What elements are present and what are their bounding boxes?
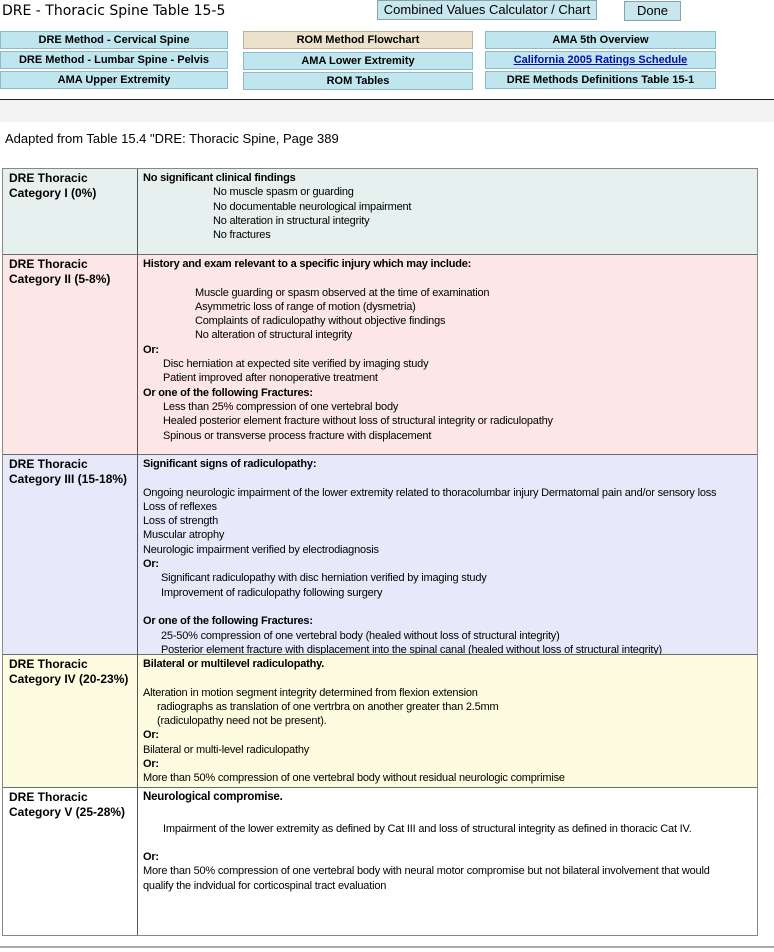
nav-dre-definitions-button[interactable]: DRE Methods Definitions Table 15-1 [485,71,716,89]
or-label: Or: [143,758,159,771]
criteria-line: No muscle spasm or guarding [213,186,354,199]
nav-dre-cervical-button[interactable]: DRE Method - Cervical Spine [0,31,228,49]
or-label: Or one of the following Fractures: [143,615,313,628]
criteria-line: radiographs as translation of one vertrbra on another greater than 2.5mm [157,700,499,713]
criteria-line: No documentable neurological impairment [213,200,412,213]
criteria-line: 25-50% compression of one vertebral body (healed without loss of structural integrity) [161,629,560,642]
criteria-line: Impairment of the lower extremity as defined by Cat III and loss of structural integrity as defined in thoracic Cat IV. [163,822,692,835]
table-caption: Adapted from Table 15.4 "DRE: Thoracic Spine, Page 389 [5,131,339,146]
criteria-line: Loss of reflexes [143,500,217,513]
done-button[interactable]: Done [624,1,681,21]
criteria-line: Ongoing neurologic impairment of the lower extremity related to thoracolumbar injury Dermatomal pain and/or sensory loss [143,486,717,499]
criteria-line: Loss of strength [143,515,219,528]
criteria-line: Neurologic impairment verified by electrodiagnosis [143,543,379,556]
or-label: Or one of the following Fractures: [143,386,313,399]
combined-values-calculator-button[interactable]: Combined Values Calculator / Chart [377,0,597,20]
criteria-line: Improvement of radiculopathy following surgery [161,586,383,599]
criteria-line: Muscular atrophy [143,529,225,542]
table-row-category-2 [3,255,757,455]
criteria-line: Disc herniation at expected site verified by imaging study [163,358,429,371]
category-label: DRE Thoracic Category III (15-18%) [3,455,138,654]
or-label: Or: [143,343,159,356]
criteria-line: No fractures [213,229,271,242]
criteria-line: No alteration of structural integrity [195,329,353,342]
or-label: Or: [143,558,159,571]
category-heading: Significant signs of radiculopathy: [143,458,317,470]
category-heading: Bilateral or multilevel radiculopathy. [143,658,325,670]
nav-ama-upper-extremity-button[interactable]: AMA Upper Extremity [0,71,228,89]
criteria-line: Healed posterior element fracture without loss of structural integrity or radiculopathy [163,415,553,428]
page-title: DRE - Thoracic Spine Table 15-5 [2,3,226,19]
nav-rom-flowchart-button[interactable]: ROM Method Flowchart [243,31,473,49]
category-label: DRE Thoracic Category V (25-28%) [3,788,138,935]
criteria-line: Spinous or transverse process fracture with displacement [163,429,432,442]
category-description [138,655,757,787]
header-band [0,100,774,122]
category-description [138,455,757,654]
nav-dre-lumbar-button[interactable]: DRE Method - Lumbar Spine - Pelvis [0,51,228,69]
dre-thoracic-table [2,168,758,936]
criteria-line: (radiculopathy need not be present). [157,715,327,728]
category-label: DRE Thoracic Category II (5-8%) [3,255,138,454]
criteria-line: No alteration in structural integrity [213,214,370,227]
category-heading: Neurological compromise. [143,791,283,803]
or-label: Or: [143,729,159,742]
category-description [138,788,757,935]
table-row-category-3 [3,455,757,655]
category-description [138,169,757,254]
category-label: DRE Thoracic Category I (0%) [3,169,138,254]
nav-ama5-overview-button[interactable]: AMA 5th Overview [485,31,716,49]
criteria-line: Less than 25% compression of one vertebral body [163,400,399,413]
criteria-line: Muscle guarding or spasm observed at the time of examination [195,286,490,299]
or-label: Or: [143,851,159,864]
criteria-line: Complaints of radiculopathy without objective findings [195,315,446,328]
table-row-category-5 [3,788,757,935]
criteria-line: Asymmetric loss of range of motion (dysmetria) [195,300,416,313]
criteria-line: Alteration in motion segment integrity determined from flexion extension [143,686,478,699]
category-heading: No significant clinical findings [143,172,296,184]
category-description [138,255,757,454]
criteria-line: Bilateral or multi-level radiculopathy [143,743,310,756]
criteria-line: Significant radiculopathy with disc herniation verified by imaging study [161,572,487,585]
criteria-line: More than 50% compression of one vertebral body with neural motor compromise but not bilateral involvement that would qualify the indvidual for corticospinal tract evaluation [143,865,710,892]
category-label: DRE Thoracic Category IV (20-23%) [3,655,138,787]
criteria-line: Posterior element fracture with displacement into the spinal canal (healed without loss of structural integrity) [161,643,662,654]
nav-rom-tables-button[interactable]: ROM Tables [243,72,473,90]
criteria-line: Patient improved after nonoperative treatment [163,372,378,385]
table-row-category-4 [3,655,757,788]
category-heading: History and exam relevant to a specific injury which may include: [143,258,472,270]
table-row-category-1 [3,169,757,255]
bottom-divider [0,946,774,948]
nav-ama-lower-extremity-button[interactable]: AMA Lower Extremity [243,52,473,70]
nav-california-2005-link[interactable]: California 2005 Ratings Schedule [485,51,716,69]
criteria-line: More than 50% compression of one vertebral body without residual neurologic comprimise [143,772,565,785]
